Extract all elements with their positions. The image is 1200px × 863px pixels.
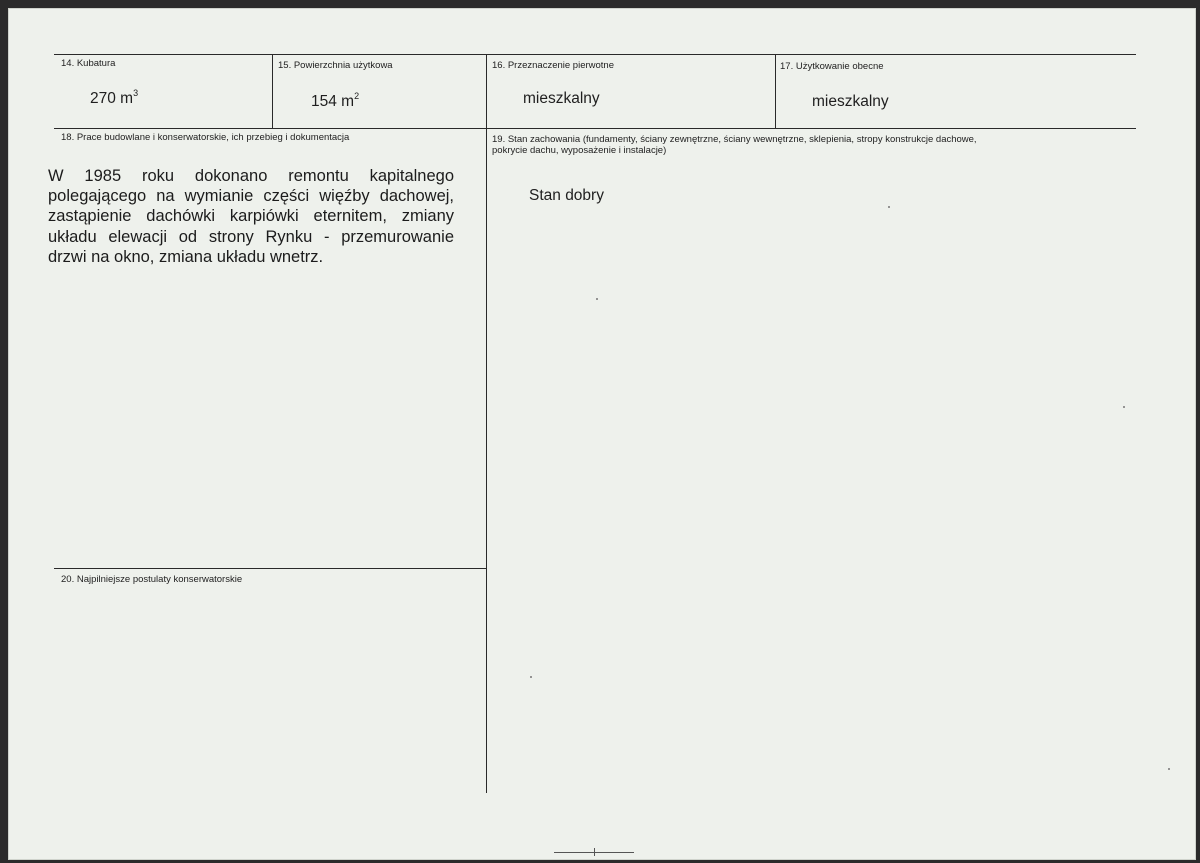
top-row-border <box>54 54 1136 55</box>
uzytkowanie-label: 17. Użytkowanie obecne <box>780 61 884 72</box>
paper-speck <box>1123 406 1125 408</box>
kubatura-unit-exponent: 3 <box>133 88 139 98</box>
stan-value: Stan dobry <box>529 187 604 204</box>
kubatura-number: 270 m <box>90 90 134 108</box>
postulaty-label: 20. Najpilniejsze postulaty konserwatorskie <box>61 574 243 585</box>
prace-text: W 1985 roku dokonano remontu kapitalnego polegającego na wymianie części więźby dachowej, zastąpienie dachówki karpiówki eternitem, zmiany układu elewacji od strony Rynku - przemurowanie drzwi na okno, zmiana układu wnetrz. <box>48 167 454 266</box>
powierzchnia-value <box>311 92 359 111</box>
uzytkowanie-value: mieszkalny <box>812 93 889 110</box>
przeznaczenie-label: 16. Przeznaczenie pierwotne <box>492 60 614 71</box>
kubatura-label: 14. Kubatura <box>61 58 116 69</box>
section-20-border <box>54 568 486 569</box>
col-divider-3 <box>775 54 776 128</box>
paper-speck <box>1168 768 1170 770</box>
paper-speck <box>888 206 890 208</box>
paper-speck <box>530 676 532 678</box>
powierzchnia-label: 15. Powierzchnia użytkowa <box>278 60 393 71</box>
col-divider-1 <box>272 54 273 128</box>
przeznaczenie-value: mieszkalny <box>523 90 600 107</box>
prace-label: 18. Prace budowlane i konserwatorskie, ich przebieg i dokumentacja <box>61 132 350 143</box>
col-divider-2 <box>486 54 487 128</box>
record-card <box>8 8 1196 860</box>
kubatura-value <box>90 89 138 108</box>
main-col-divider <box>486 128 487 793</box>
bottom-center-tick <box>594 848 595 856</box>
powierzchnia-number: 154 m <box>311 93 355 111</box>
row-divider <box>54 128 1136 129</box>
stan-label: 19. Stan zachowania (fundamenty, ściany zewnętrzne, ściany wewnętrzne, sklepienia, stropy konstrukcje dachowe, pokrycie dachu, wyposażenie i instalacje) <box>492 134 977 156</box>
paper-speck <box>596 298 598 300</box>
powierzchnia-unit-exponent: 2 <box>354 91 360 101</box>
